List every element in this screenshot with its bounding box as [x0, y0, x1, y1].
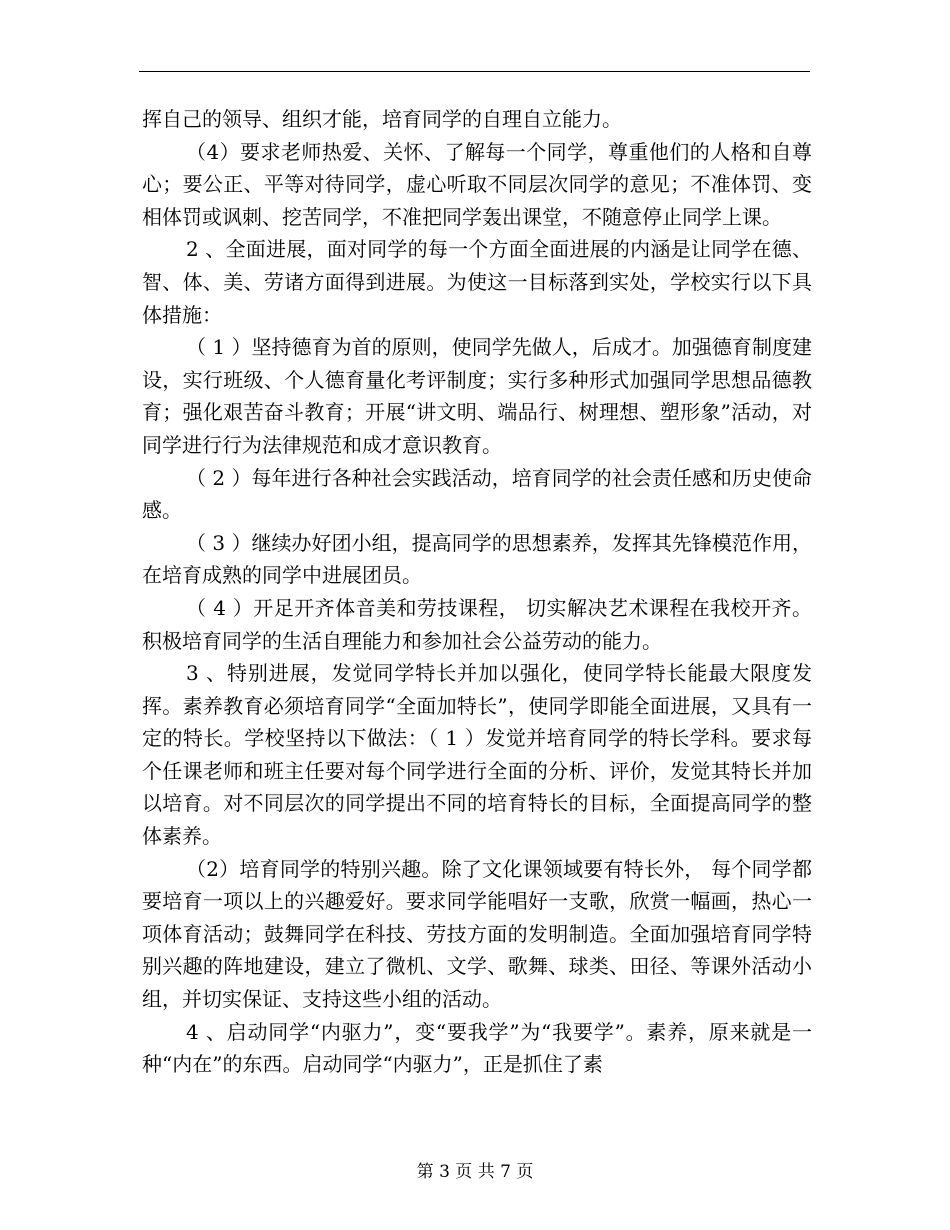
paragraph-continuation: 挥自己的领导、组织才能，培育同学的自理自立能力。: [142, 107, 622, 131]
page-number-footer: 第 3 页 共 7 页: [416, 1162, 534, 1182]
paragraph-special-development: 3 、特别进展，发觉同学特长并加以强化，使同学特长能最大限度发挥。素养教育必须培育同学“全面加特长”，使同学即能全面进展，又具有一定的特长。学校坚持以下做法：（ 1 ）发觉并培育同学的特长学科。要求每个任课老师和班主任要对每个同学进行全面的分析、评价，发觉其特长并加以培育。对不同层次的同学提出不同的培育特长的目标，全面提高同学的整体素养。: [142, 661, 812, 849]
paragraph-inner-drive: 4 、启动同学“内驱力”，变“要我学”为“我要学”。素养，原来就是一种“内在”的东西。启动同学“内驱力”，正是抓住了素: [142, 1019, 812, 1077]
paragraph-comprehensive-development: 2 、全面进展，面对同学的每一个方面全面进展的内涵是让同学在德、智、体、美、劳诸方面得到进展。为使这一目标落到实处，学校实行以下具体措施：: [142, 237, 812, 327]
paragraph-teacher-requirements: （4）要求老师热爱、关怀、了解每一个同学，尊重他们的人格和自尊心；要公正、平等对待同学，虚心听取不同层次同学的意见；不准体罚、变相体罚或讽刺、挖苦同学，不准把同学轰出课堂，不随意停止同学上课。: [142, 139, 812, 229]
paragraph-moral-education: （ 1 ）坚持德育为首的原则，使同学先做人，后成才。加强德育制度建设，实行班级、个人德育量化考评制度；实行多种形式加强同学思想品德教育；强化艰苦奋斗教育；开展“讲文明、端品行、树理想、塑形象”活动，对同学进行行为法律规范和成才意识教育。: [142, 335, 812, 457]
body-text: [142, 103, 812, 1081]
header-rule: [139, 71, 810, 72]
paragraph-social-practice: （ 2 ）每年进行各种社会实践活动，培育同学的社会责任感和历史使命感。: [142, 465, 812, 523]
paragraph-youth-league: （ 3 ）继续办好团小组，提高同学的思想素养，发挥其先锋模范作用，在培育成熟的同学中进展团员。: [142, 530, 812, 588]
paragraph-special-interests: （2）培育同学的特别兴趣。除了文化课领域要有特长外， 每个同学都要培育一项以上的兴趣爱好。要求同学能唱好一支歌，欣赏一幅画，热心一项体育活动；鼓舞同学在科技、劳技方面的发明制造。全面加强培育同学特别兴趣的阵地建设，建立了微机、文学、歌舞、球类、田径、等课外活动小组，并切实保证、支持这些小组的活动。: [142, 856, 812, 1012]
paragraph-arts-courses: （ 4 ）开足开齐体音美和劳技课程， 切实解决艺术课程在我校开齐。积极培育同学的生活自理能力和参加社会公益劳动的能力。: [142, 595, 812, 653]
